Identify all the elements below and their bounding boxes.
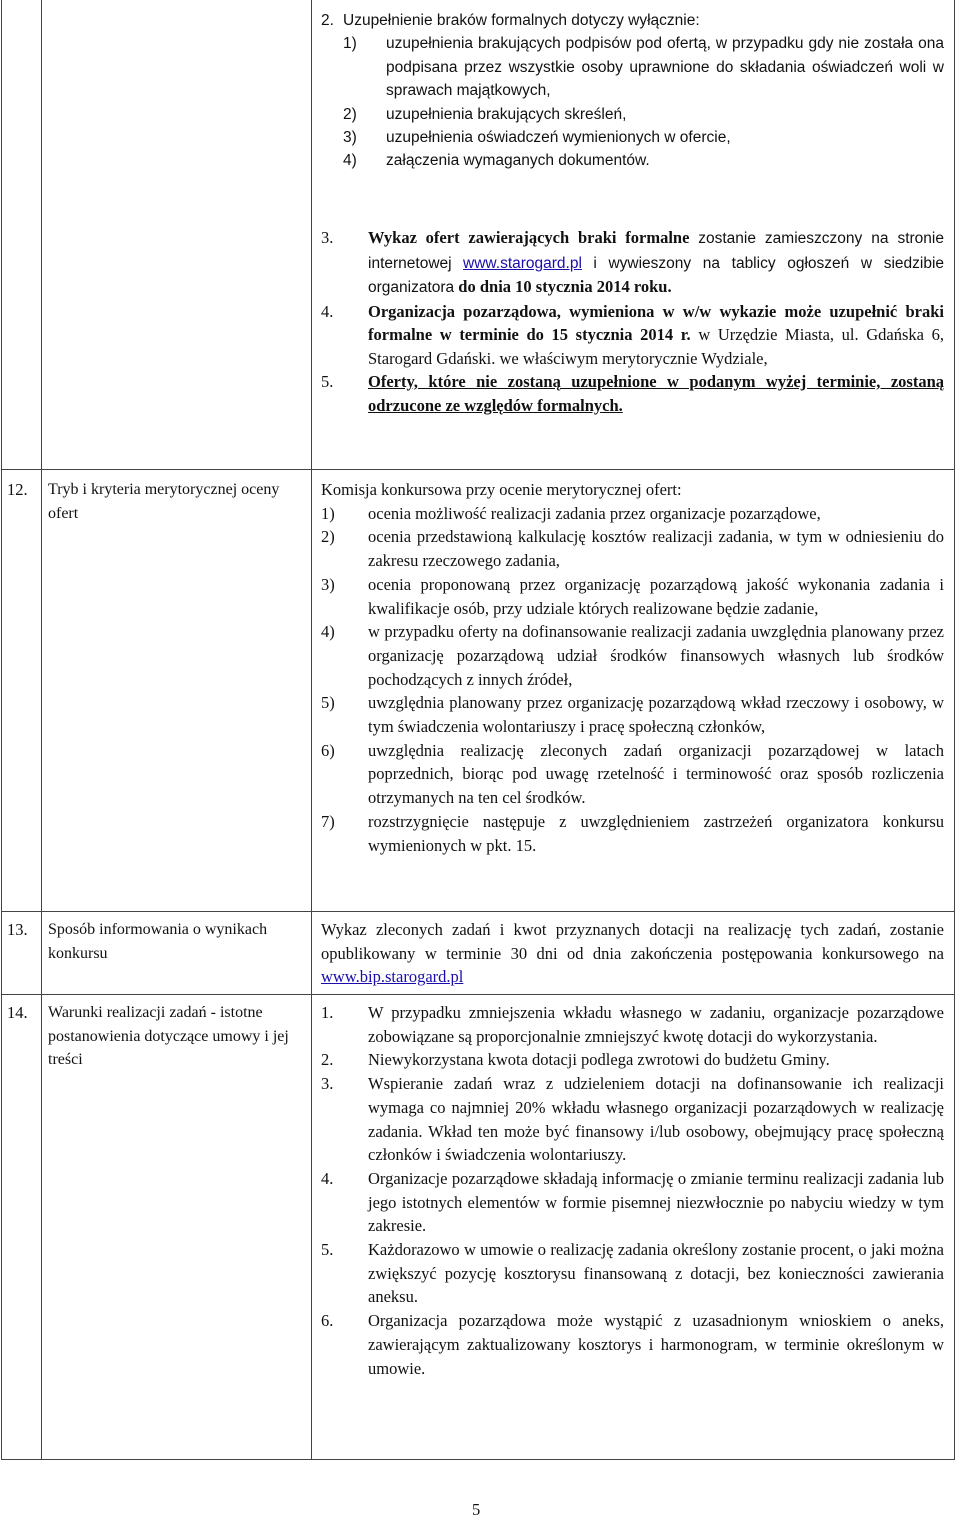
warunki-section	[321, 1001, 944, 1380]
row-label-14: Warunki realizacji zadań - istotne postanowienia dotyczące umowy i jej treści	[48, 1004, 289, 1068]
list-item: 3) ocenia proponowaną przez organizację pozarządową jakość wykonania zadania i kwalifikacje osób, przy udziale których realizowane będzie zadanie,	[321, 574, 944, 618]
braki-section	[321, 9, 944, 173]
bip-link[interactable]: www.bip.starogard.pl	[321, 967, 464, 987]
row-divider-13	[2, 911, 954, 912]
list-item: 2) ocenia przedstawioną kalkulację kosztów realizacji zadania, w tym w odniesieniu do zakresu rzeczowego zadania,	[321, 527, 944, 571]
row-label-12: Tryb i kryteria merytorycznej oceny ofert	[48, 481, 280, 522]
list-item: 2) uzupełnienia brakujących skreśleń,	[343, 105, 627, 123]
list-item: 1) ocenia możliwość realizacji zadania przez organizacje pozarządowe,	[321, 503, 821, 523]
kryteria-section	[321, 478, 944, 857]
list-item: 4) w przypadku oferty na dofinansowanie realizacji zadania uwzględnia planowany przez organizację pozarządową udział środków finansowych własnych lub środków pochodzących z innych źródeł,	[321, 622, 944, 689]
list-item: 3) uzupełnienia oświadczeń wymienionych w ofercie,	[343, 129, 731, 147]
point-5: 5. Oferty, które nie zostaną uzupełnione w podanym wyżej terminie, zostaną odrzucone ze względów formalnych.	[321, 372, 944, 415]
list-item: 3. Wspieranie zadań wraz z udzieleniem dotacji na dofinansowanie ich realizacji wymaga co najmniej 20% wkładu własnego organizacji pozarządowych w realizację zadania. Wkład ten może być finansowy i/lub osobowy, obejmujący pracę społeczną członków i świadczenia wolontariuszy.	[321, 1074, 944, 1165]
braki-intro-number: 2.	[321, 12, 334, 29]
row-number-12: 12.	[7, 480, 28, 499]
point-3: 3. Wykaz ofert zawierających braki formalne zostanie zamieszczony na stronie internetowej www.starogard.pl i wywieszony na tablicy ogłoszeń w siedzibie organizatora do dnia 10 stycznia 2014 roku.	[321, 228, 945, 296]
page-number: 5	[472, 1500, 481, 1519]
column-divider-label	[311, 0, 312, 1459]
row-number-14: 14.	[7, 1003, 28, 1022]
list-item: 1) uzupełnienia brakujących podpisów pod ofertą, w przypadku gdy nie została ona podpisana przez wszystkie osoby uprawnione do składania oświadczeń woli w sprawach majątkowych,	[343, 35, 944, 100]
list-item: 4. Organizacje pozarządowe składają informację o zmianie terminu realizacji zadania lub jego istotnych elementów w formie pisemnej niezwłocznie po nabyciu wiedzy w tym zakresie.	[321, 1168, 944, 1236]
list-item: 6. Organizacja pozarządowa może wystąpić z uzasadnionym wnioskiem o aneks, zawierającym zaktualizowany kosztorys i harmonogram, w terminie określonym w umowie.	[321, 1311, 944, 1378]
point-4: 4. Organizacja pozarządowa, wymieniona w w/w wykazie może uzupełnić braki formalne w terminie do 15 stycznia 2014 r. w Urzędzie Miasta, ul. Gdańska 6, Starogard Gdański. we właściwym merytorycznie Wydziale,	[321, 301, 944, 368]
kryteria-intro: Komisja konkursowa przy ocenie merytorycznej ofert:	[321, 480, 682, 499]
row-divider-14	[2, 994, 954, 995]
list-item: 4) załączenia wymaganych dokumentów.	[343, 152, 650, 170]
starogard-link[interactable]: www.starogard.pl	[463, 254, 582, 272]
list-item: 1. W przypadku zmniejszenia wkładu własnego w zadaniu, organizacje pozarządowe zobowiązane są proporcjonalnie zmniejszyć kwotę dotacji do wykorzystania.	[321, 1003, 944, 1046]
row-number-13: 13.	[7, 920, 28, 939]
list-item: 7) rozstrzygnięcie następuje z uwzględnieniem zastrzeżeń organizatora konkursu wymienionych w pkt. 15.	[321, 811, 944, 855]
braki-intro: Uzupełnienie braków formalnych dotyczy wyłącznie:	[343, 12, 700, 29]
list-item: 6) uwzględnia realizację zleconych zadań organizacji pozarządowej w latach poprzednich, biorąc pod uwagę rzetelność i terminowość oraz sposób rozliczenia otrzymanych na ten cel środków.	[321, 740, 944, 808]
list-item: 2. Niewykorzystana kwota dotacji podlega zwrotowi do budżetu Gminy.	[321, 1050, 830, 1070]
wyniki-section: Wykaz zleconych zadań i kwot przyznanych dotacji na realizację tych zadań, zostanie opublikowany w terminie 30 dni od dnia zakończenia postępowania konkursowego na www.bip.starogard.pl	[321, 920, 944, 987]
row-label-13: Sposób informowania o wynikach konkursu	[48, 921, 268, 962]
wykaz-section	[321, 226, 944, 417]
list-item: 5) uwzględnia planowany przez organizację pozarządową wkład rzeczowy i osobowy, w tym świadczenia wolontariuszy i pracę społeczną członków,	[321, 693, 944, 737]
list-item: 5. Każdorazowo w umowie o realizację zadania określony zostanie procent, o jaki można zwiększyć pozycję kosztorysu finansowaną z dotacji, bez konieczności zawierania aneksu.	[321, 1240, 944, 1307]
row-divider-12	[2, 469, 954, 470]
column-divider-num	[41, 0, 42, 1459]
